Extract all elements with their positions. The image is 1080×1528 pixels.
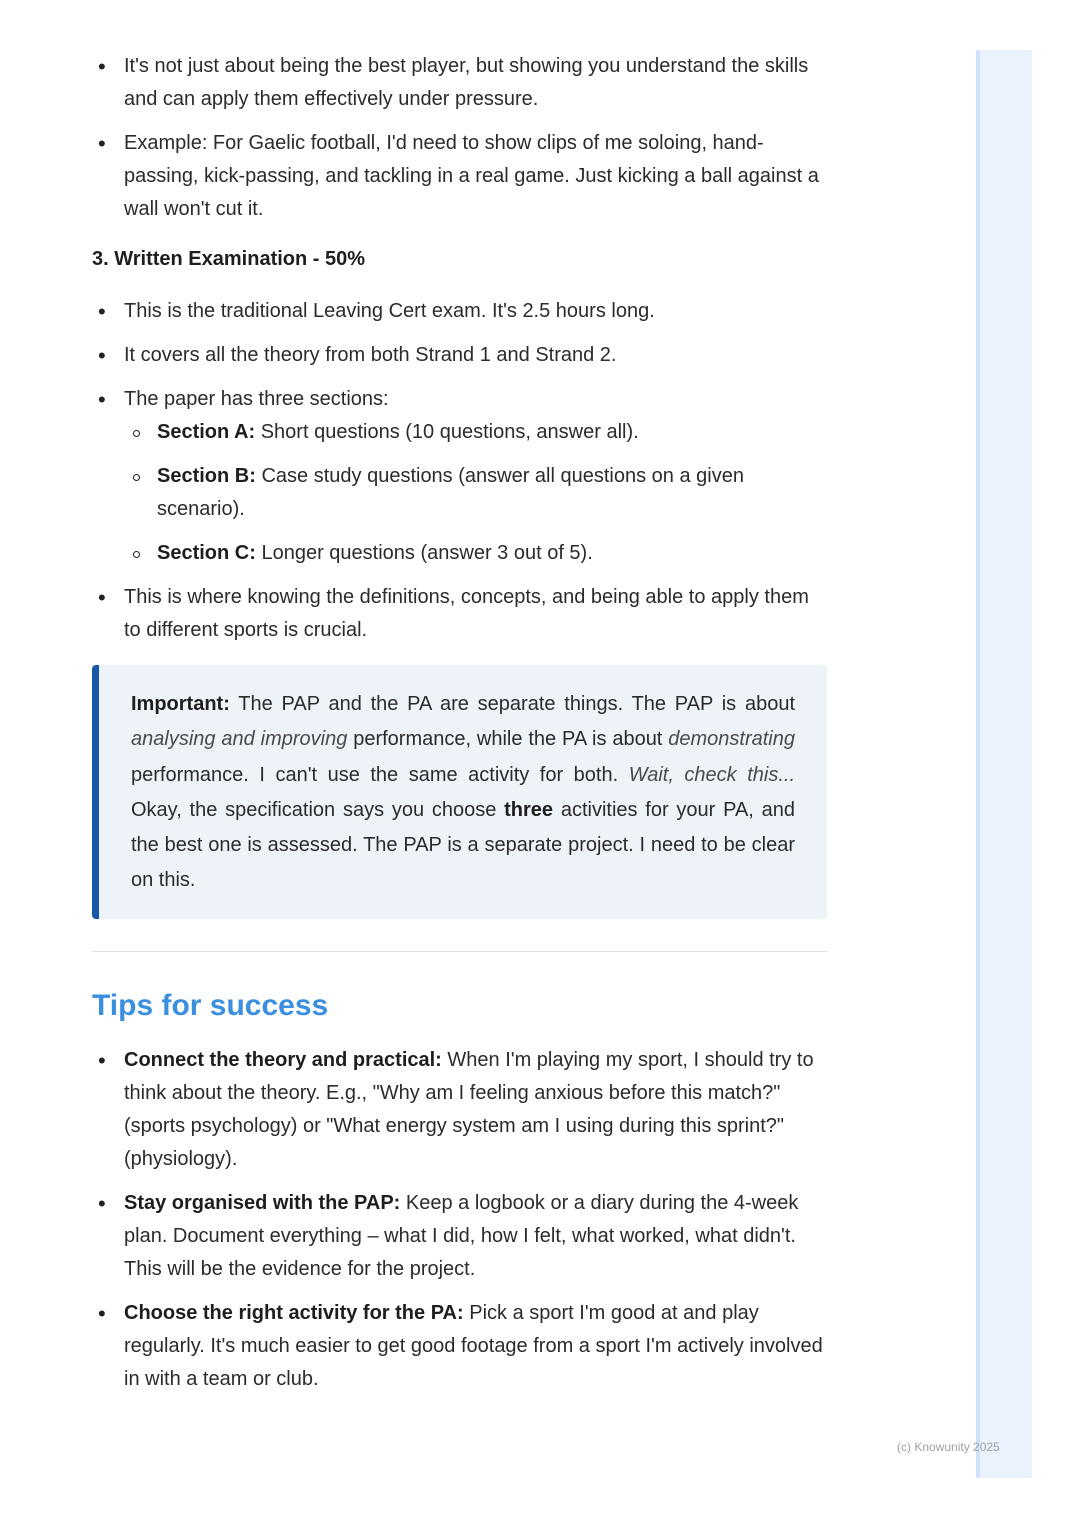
top-bullet-list — [92, 50, 827, 226]
written-exam-bullet-list — [92, 295, 827, 647]
tips-bullet-list — [92, 1044, 827, 1396]
list-item: • Example: For Gaelic football, I'd need to show clips of me soloing, hand-passing, kick-passing, and tackling in a real game. Just kicking a ball against a wall won't cut it. — [92, 127, 827, 226]
section-text: Case study questions (answer all questions on a given scenario). — [157, 465, 744, 520]
tip-label: Connect the theory and practical: — [124, 1048, 442, 1071]
list-item: • It's not just about being the best player, but showing you understand the skills and can apply them effectively under pressure. — [92, 50, 827, 116]
copyright-footer: (c) Knowunity 2025 — [897, 1440, 1000, 1454]
list-item — [92, 383, 827, 570]
sub-list-item — [124, 416, 827, 449]
section-text: Short questions (10 questions, answer all). — [255, 421, 639, 443]
exam-sections-list — [124, 416, 827, 570]
callout-emphasis: Wait, check this... — [628, 763, 795, 786]
section-label: Section A: — [157, 421, 256, 443]
list-item: • This is the traditional Leaving Cert exam. It's 2.5 hours long. — [92, 295, 827, 328]
callout-text: The PAP and the PA are separate things. The PAP is about — [229, 693, 795, 715]
written-exam-heading: 3. Written Examination - 50% — [92, 248, 366, 270]
list-item-text: The paper has three sections: — [124, 388, 389, 410]
list-item: • It covers all the theory from both Strand 1 and Strand 2. — [92, 339, 827, 372]
callout-text: activities for your PA, and the best one is assessed. The PAP is a separate project. I need to be clear on this. — [131, 798, 795, 892]
right-sidebar-panel — [976, 50, 1032, 1478]
important-callout — [92, 665, 827, 919]
callout-text: Okay, the specification says you choose — [131, 798, 505, 821]
tip-label: Choose the right activity for the PA: — [124, 1301, 464, 1324]
callout-emphasis: analysing and improving — [131, 728, 348, 751]
callout-label: Important: — [131, 693, 230, 715]
tips-heading: Tips for success — [92, 988, 329, 1022]
list-item: • This is where knowing the definitions, concepts, and being able to apply them to different sports is crucial. — [92, 581, 827, 647]
section-divider — [92, 951, 827, 952]
section-label: Section B: — [157, 465, 256, 487]
sub-list-item — [124, 460, 827, 526]
document-content — [92, 50, 827, 1407]
callout-emphasis: demonstrating — [668, 728, 795, 751]
callout-text: performance. I can't use the same activity for both. — [131, 763, 629, 786]
section-text: Longer questions (answer 3 out of 5). — [255, 542, 593, 564]
tip-text: When I'm playing my sport, I should try to think about the theory. E.g., "Why am I feeling anxious before this match?" (sports psychology) or "What energy system am I using during this sprint?" (physiology). — [124, 1048, 814, 1170]
tip-text: Pick a sport I'm good at and play regularly. It's much easier to get good footage from a sport I'm actively involved in with a team or club. — [124, 1301, 823, 1390]
callout-bold: three — [504, 798, 554, 821]
list-item — [92, 1187, 827, 1286]
section-label: Section C: — [157, 542, 256, 564]
tip-text: Keep a logbook or a diary during the 4-week plan. Document everything – what I did, how I felt, what worked, what didn't. This will be the evidence for the project. — [124, 1191, 799, 1280]
list-item — [92, 1044, 827, 1176]
sub-list-item — [124, 537, 827, 570]
tip-label: Stay organised with the PAP: — [124, 1191, 401, 1214]
callout-text: performance, while the PA is about — [347, 728, 669, 751]
list-item — [92, 1297, 827, 1396]
